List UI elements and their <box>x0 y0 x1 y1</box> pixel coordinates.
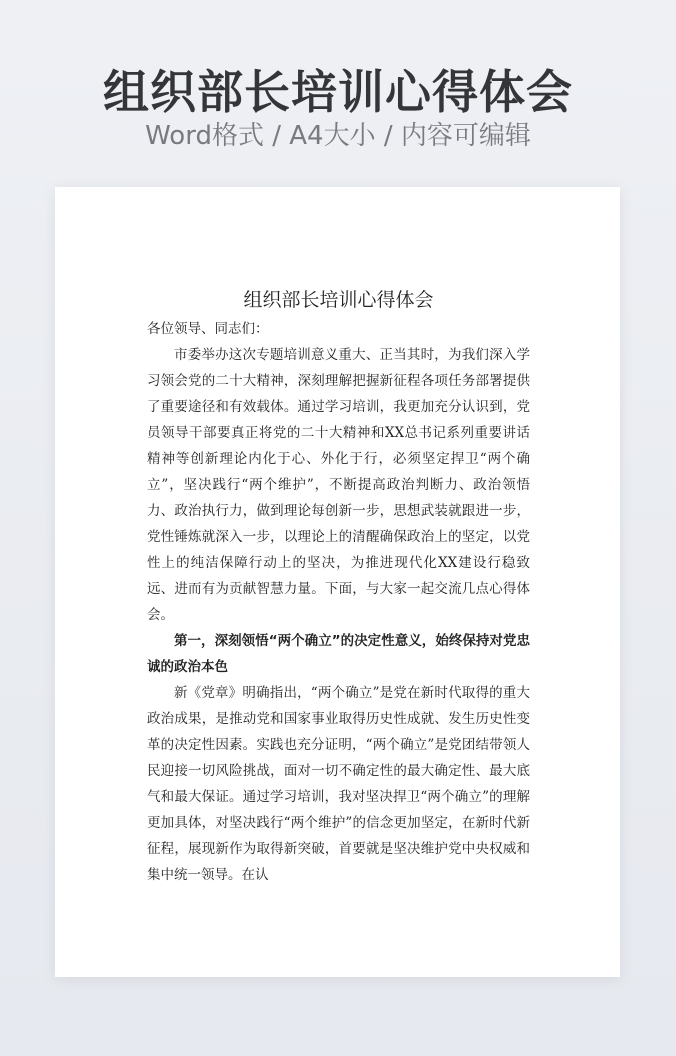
banner-subtitle: Word格式 / A4大小 / 内容可编辑 <box>145 121 531 151</box>
document-title: 组织部长培训心得体会 <box>243 289 434 311</box>
intro-paragraph: 市委举办这次专题培训意义重大、正当其时，为我们深入学习领会党的二十大精神，深刻理解把握新征程各项任务部署提供了重要途径和有效载体。通过学习培训，我更加充分认识到，党员领导干部要真正将党的二十大精神和XX总书记系列重要讲话精神等创新理论内化于心、外化于行，必须坚定捍卫“两个确立”，坚决践行“两个维护”，不断提高政治判断力、政治领悟力、政治执行力，做到理论每创新一步，思想武装就跟进一步，党性锤炼就深入一步，以理论上的清醒确保政治上的坚定，以党性上的纯洁保障行动上的坚决，为推进现代化XX建设行稳致远、进而有为贡献智慧力量。下面，与大家一起交流几点心得体会。 <box>147 347 530 623</box>
section-heading: 第一，深刻领悟“两个确立”的决定性意义，始终保持对党忠诚的政治本色 <box>147 633 530 675</box>
banner-title: 组织部长培训心得体会 <box>103 65 573 119</box>
document-page <box>55 187 620 977</box>
document-body <box>147 285 530 888</box>
salutation: 各位领导、同志们： <box>147 321 269 337</box>
section-paragraph: 新《党章》明确指出，“两个确立”是党在新时代取得的重大政治成果，是推动党和国家事业取得历史性成就、发生历史性变革的决定性因素。实践也充分证明，“两个确立”是党团结带领人民迎接一切风险挑战，面对一切不确定性的最大确定性、最大底气和最大保证。通过学习培训，我对坚决捍卫“两个确立”的理解更加具体，对坚决践行“两个维护”的信念更加坚定，在新时代新征程，展现新作为取得新突破，首要就是坚决维护党中央权威和集中统一领导。在认 <box>147 685 530 883</box>
